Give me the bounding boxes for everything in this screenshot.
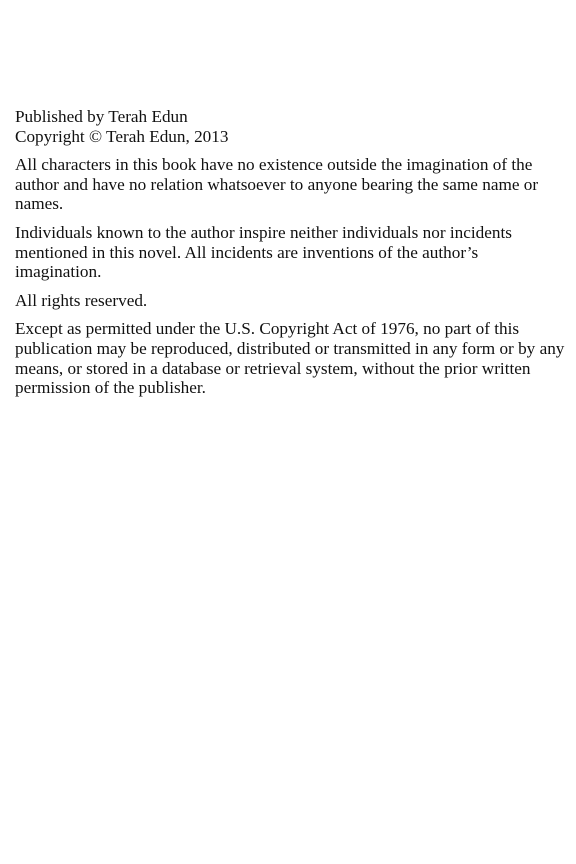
- inspiration-disclaimer-paragraph: Individuals known to the author inspire neither individuals nor incidents mentioned in this novel. All incidents are inventions of the author’s imagination.: [15, 222, 512, 282]
- publication-info: [15, 107, 565, 146]
- copyright-act-paragraph: Except as permitted under the U.S. Copyright Act of 1976, no part of this publication may be reproduced, distributed or transmitted in any form or by any means, or stored in a database or retrieval system, without the prior written permission of the publisher.: [15, 319, 565, 398]
- copyright-page: [15, 107, 565, 407]
- publisher-line: Published by Terah Edun: [15, 107, 188, 126]
- rights-reserved-paragraph: All rights reserved.: [15, 290, 148, 310]
- copyright-line: Copyright © Terah Edun, 2013: [15, 126, 229, 146]
- fiction-disclaimer-paragraph: All characters in this book have no existence outside the imagination of the author and have no relation whatsoever to anyone bearing the same name or names.: [15, 155, 539, 214]
